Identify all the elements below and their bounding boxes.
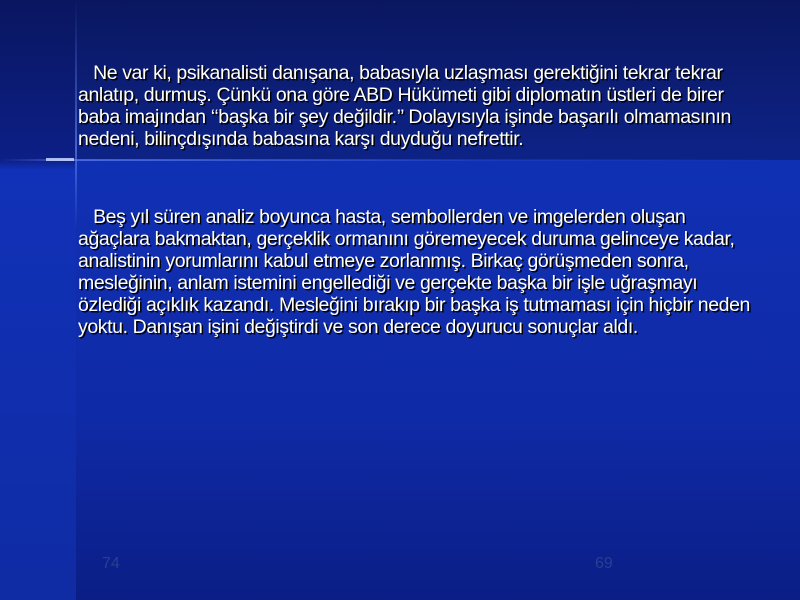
left-decoration-band <box>0 0 76 600</box>
paragraph-1: Ne var ki, psikanalisti danışana, babasıyla uzlaşması gerektiğini tekrar tekrar anlatıp, durmuş. Çünkü ona göre ABD Hükümeti gibi diplomatın üstleri de birer baba imajından ‘‘başka bir şey değildir.’’ Dolayısıyla işinde başarılı olmamasının nedeni, bilinçdışında babasına karşı duyduğu nefrettir. <box>78 62 736 150</box>
page-number: 69 <box>595 555 613 572</box>
dash-decoration <box>46 158 74 161</box>
footer-left-number: 74 <box>102 555 120 572</box>
slide-body <box>78 62 758 338</box>
paragraph-2: Beş yıl süren analiz boyunca hasta, sembollerden ve imgelerden oluşan ağaçlara bakmaktan, gerçeklik ormanını göremeyecek duruma gelinceye kadar, analistinin yorumlarını kabul etmeye zorlanmış. Birkaç görüşmeden sonra, mesleğinin, anlam istemini engellediği ve gerçekte başka bir işle uğraşmayı özlediği açıklık kazandı. Mesleğini bırakıp bir başka iş tutmaması için hiçbir neden yoktu. Danışan işini değiştirdi ve son derece doyurucu sonuçlar aldı. <box>78 206 756 338</box>
vertical-divider <box>75 0 77 230</box>
